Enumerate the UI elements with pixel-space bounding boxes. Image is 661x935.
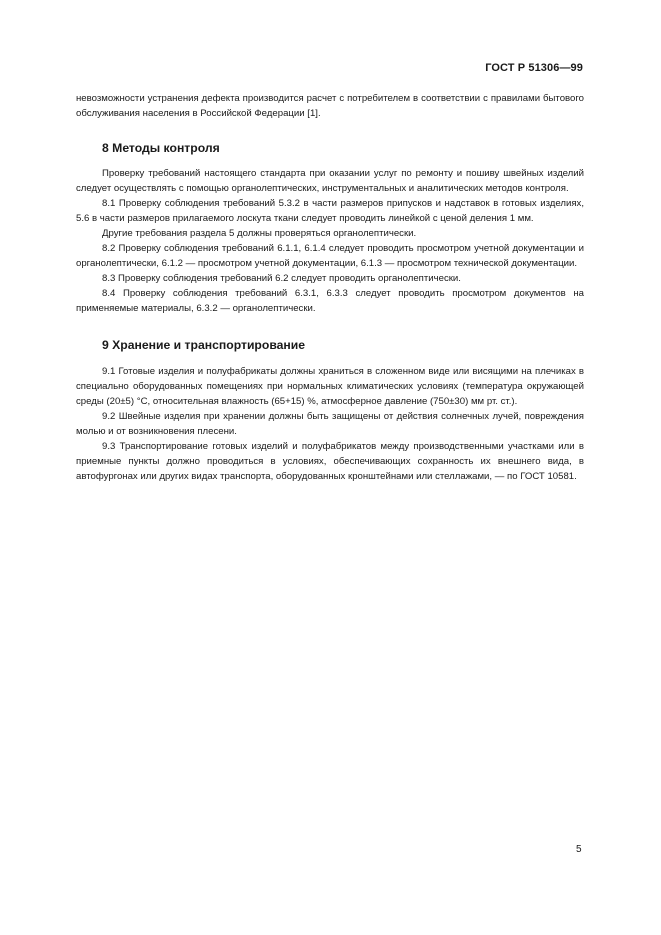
document-body (76, 91, 584, 484)
section-9-1-paragraph: 9.1 Готовые изделия и полуфабрикаты должны храниться в сложенном виде или висящими на плечиках в специально оборудованных помещениях при нормальных климатических условиях (температура окружающей среды (20±5) °С, относительная влажность (65+15) %, атмосферное давление (750±30) мм рт. ст.). (76, 366, 584, 407)
intro-paragraph: невозможности устранения дефекта производится расчет с потребителем в соответствии с правилами бытового обслуживания населения в Российской Федерации [1]. (76, 93, 584, 119)
section-8-4-paragraph: 8.4 Проверку соблюдения требований 6.3.1, 6.3.3 следует проводить просмотром документов на применяемые материалы, 6.3.2 — органолептически. (76, 288, 584, 314)
section-9-2-paragraph: 9.2 Швейные изделия при хранении должны быть защищены от действия солнечных лучей, повреждения молью и от возникновения плесени. (76, 411, 584, 437)
page-number: 5 (576, 844, 582, 855)
section-8-1-paragraph: 8.1 Проверку соблюдения требований 5.3.2 в части размеров припусков и надставок в готовых изделиях, 5.6 в части размеров прилагаемого лоскута ткани следует проводить линейкой с ценой деления 1 мм. (76, 198, 584, 224)
section-8-2-paragraph: 8.2 Проверку соблюдения требований 6.1.1, 6.1.4 следует проводить просмотром учетной документации и органолептически, 6.1.2 — просмотром учетной документации, 6.1.3 — просмотром технической документации. (76, 243, 584, 269)
section-8-paragraph: Другие требования раздела 5 должны проверяться органолептически. (102, 228, 417, 239)
section-8-3-paragraph: 8.3 Проверку соблюдения требований 6.2 следует проводить органолептически. (102, 273, 461, 284)
section-8-paragraph: Проверку требований настоящего стандарта при оказании услуг по ремонту и пошиву швейных изделий следует осуществлять с помощью органолептических, инструментальных и аналитических методов контроля. (76, 168, 584, 194)
section-8-heading: 8 Методы контроля (102, 141, 220, 155)
section-9-heading: 9 Хранение и транспортирование (102, 338, 306, 352)
section-9-3-paragraph: 9.3 Транспортирование готовых изделий и полуфабрикатов между производственными участками или в приемные пункты должно проводиться в условиях, обеспечивающих сохранность их внешнего вида, в автофургонах или других видах транспорта, оборудованных кронштейнами или стеллажами, — по ГОСТ 10581. (76, 441, 584, 482)
document-id-header: ГОСТ Р 51306—99 (485, 62, 583, 74)
